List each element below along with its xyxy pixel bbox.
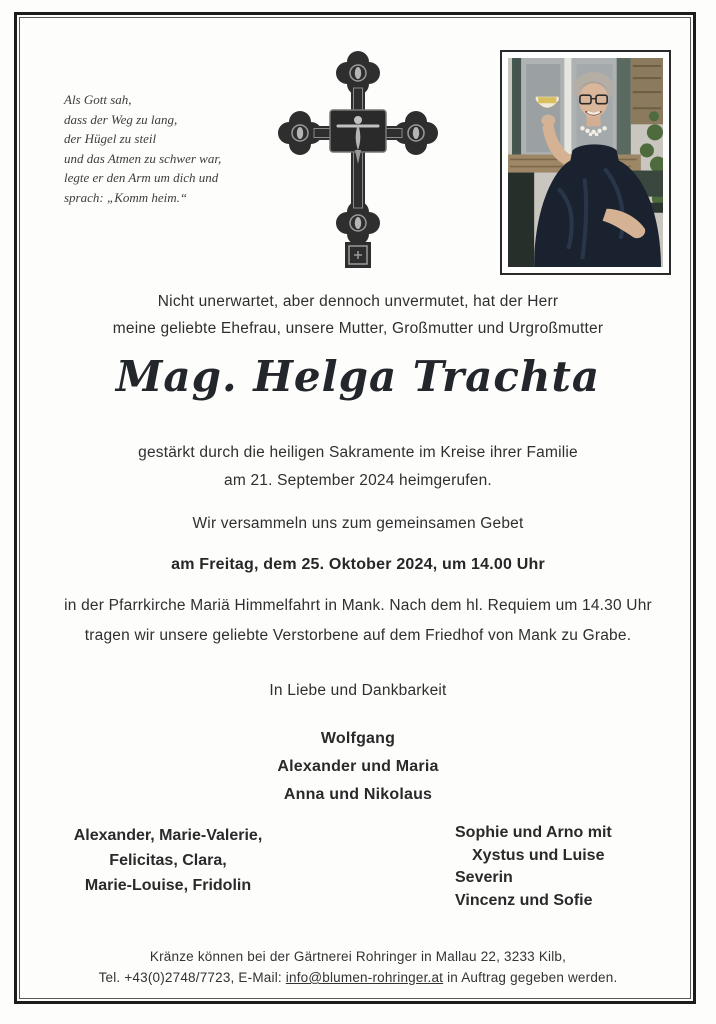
wreath-notice-line-2 <box>0 970 716 985</box>
mourner-primary: Alexander und Maria <box>277 758 439 775</box>
funeral-line-1: in der Pfarrkirche Mariä Himmelfahrt in Mank. Nach dem hl. Requiem um 14.30 Uhr <box>64 597 652 614</box>
contact-suffix: in Auftrag gegeben werden. <box>443 970 618 985</box>
poem-line: legte er den Arm um dich und <box>64 170 219 185</box>
mourner-name: Alexander, Marie-Valerie, <box>73 827 263 844</box>
intro-line-2: meine geliebte Ehefrau, unsere Mutter, Großmutter und Urgroßmutter <box>112 320 604 337</box>
mourner-name: Marie-Louise, Fridolin <box>84 877 252 894</box>
intro-line-1: Nicht unerwartet, aber dennoch unvermutet, hat der Herr <box>157 293 559 310</box>
sacrament-line-1: gestärkt durch die heiligen Sakramente im Kreise ihrer Familie <box>138 444 578 461</box>
mourners-left-column <box>58 823 278 898</box>
mourner-name: Vincenz und Sofie <box>455 891 593 909</box>
wreath-notice-line-1: Kränze können bei der Gärtnerei Rohringer in Mallau 22, 3233 Kilb, <box>149 949 567 964</box>
memorial-poem <box>64 90 274 207</box>
mourner-name: Sophie und Arno mit <box>455 824 612 841</box>
poem-line: sprach: „Komm heim.“ <box>64 189 188 205</box>
poem-line: und das Atmen zu schwer war, <box>64 150 222 166</box>
crucifix-icon <box>278 44 442 276</box>
mourners-right-column <box>455 822 675 912</box>
poem-line: dass der Weg zu lang, <box>64 111 178 127</box>
sacrament-line-2: am 21. September 2024 heimgerufen. <box>224 472 492 489</box>
gathering-text: Wir versammeln uns zum gemeinsamen Gebet <box>192 515 524 532</box>
deceased-name: Mag. Helga Trachta <box>115 352 601 401</box>
portrait-photo <box>500 50 671 275</box>
poem-line: der Hügel zu steil <box>64 131 157 146</box>
mourner-name: Severin <box>455 869 513 886</box>
mourner-primary: Wolfgang <box>320 730 396 747</box>
contact-prefix: Tel. +43(0)2748/7723, E-Mail: <box>98 970 286 985</box>
closing-text: In Liebe und Dankbarkeit <box>269 682 447 699</box>
mourner-primary: Anna und Nikolaus <box>283 786 433 803</box>
funeral-line-2: tragen wir unsere geliebte Verstorbene auf dem Friedhof von Mank zu Grabe. <box>84 627 632 644</box>
mourner-name: Felicitas, Clara, <box>109 852 227 869</box>
gathering-datetime: am Freitag, dem 25. Oktober 2024, um 14.00 Uhr <box>171 556 545 573</box>
poem-line: Als Gott sah, <box>64 92 132 107</box>
mourner-name: Xystus und Luise <box>472 846 605 864</box>
email-link[interactable]: info@blumen-rohringer.at <box>285 970 444 985</box>
